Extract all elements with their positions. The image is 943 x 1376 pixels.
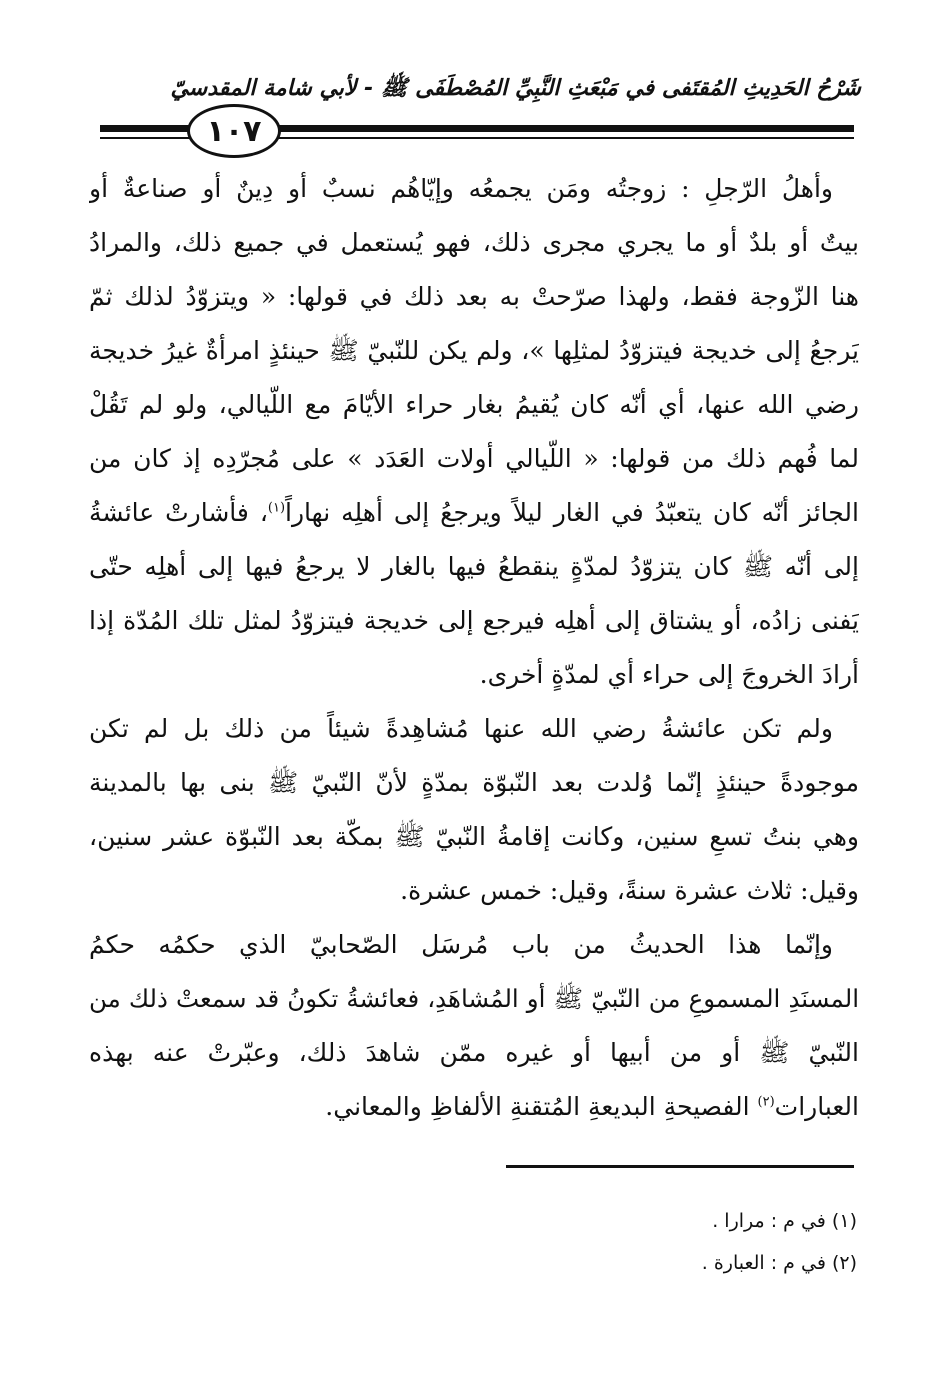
text-line: بيتٌ أو بلدٌ أو ما يجري مجرى ذلك، فهو يُستعمل في جميع ذلك، والمرادُ — [89, 228, 859, 257]
text-line: موجودةً حينئذٍ إنّما وُلدت بعد النّبوّة بمدّةٍ لأنّ النّبيّ ﷺ بنى بها بالمدينة — [89, 768, 859, 797]
text-segment: العبارات — [774, 1092, 859, 1121]
footnotes — [357, 1200, 857, 1284]
text-line: وقيل: ثلاث عشرة سنةً، وقيل: خمس عشرة. — [400, 876, 859, 905]
footnote-separator — [506, 1165, 854, 1168]
text-line: أرادَ الخروجَ إلى حراء أي لمدّةٍ أخرى. — [479, 660, 859, 689]
text-segment: الجائز أنّه كان يتعبّدُ في الغار ليلاً ويرجعُ إلى أهلِه نهاراً — [285, 498, 859, 527]
header-rule-thick-left — [100, 125, 192, 132]
text-line: ولم تكن عائشةُ رضي الله عنها مُشاهِدةً شيئاً من ذلك بل لم تكن — [89, 714, 833, 743]
text-line: لما فُهم ذلك من قولها: « اللّيالي أولات العَدَد » على مُجرّدِه إذ كان من — [89, 444, 859, 473]
footnote-2: (٢) في م : العبارة . — [701, 1252, 857, 1274]
text-line: وإنّما هذا الحديثُ من باب مُرسَل الصّحابيّ الذي حكمُه حكمُ — [89, 930, 833, 959]
text-line-with-footnote — [89, 486, 859, 540]
running-title: شَرْحُ الحَدِيثِ المُقتَفى في مَبْعَثِ النَّبِيِّ المُصْطَفَى ﷺ - لأبي شامة المقدسيّ — [170, 76, 861, 101]
footnote-1: (١) في م : مرارا . — [712, 1210, 857, 1232]
text-segment: الفصيحةِ البديعةِ المُتقنةِ الألفاظِ والمعاني. — [325, 1092, 750, 1121]
header-rule-thick-right — [278, 125, 854, 132]
footnote-ref-2[interactable]: (٢) — [757, 1094, 775, 1110]
main-text — [89, 162, 859, 1134]
text-line: يَفنى زادُه، أو يشتاق إلى أهلِه فيرجع إلى خديجة فيتزوّدُ لمثل تلك المُدّة إذا — [89, 606, 859, 635]
text-line: المسنَدِ المسموعِ من النّبيّ ﷺ أو المُشاهَدِ، فعائشةُ تكونُ قد سمعتْ ذلك من — [89, 984, 859, 1013]
text-line: يَرجعُ إلى خديجة فيتزوّدُ لمثلِها »، ولم يكن للنّبيّ ﷺ حينئذٍ امرأةٌ غيرُ خديجة — [89, 336, 859, 365]
footnote-ref-1[interactable]: (١) — [267, 500, 286, 516]
text-line: هنا الزّوجة فقط، ولهذا صرّحتْ به بعد ذلك في قولها: « ويتزوّدُ لذلك ثمّ — [89, 282, 859, 311]
text-segment: ، فأشارتْ عائشةُ — [89, 498, 268, 527]
text-line: إلى أنّه ﷺ كان يتزوّدُ لمدّةٍ ينقطعُ فيها بالغار لا يرجعُ فيها إلى أهلِه حتّى — [89, 552, 859, 581]
text-line: رضي الله عنها، أي أنّه كان يُقيمُ بغار حراء الأيّامَ مع اللّيالي، ولو لم تَقُلْ — [89, 390, 859, 419]
text-line: وهي بنتُ تسعِ سنين، وكانت إقامةُ النّبيّ ﷺ بمكّة بعد النّبوّة عشر سنين، — [89, 822, 859, 851]
page-number: ١٠٧ — [187, 104, 281, 158]
text-line-with-footnote — [89, 1080, 859, 1134]
header-rule-thin-left — [100, 137, 192, 139]
text-line: النّبيّ ﷺ أو من أبيها أو غيره ممّن شاهدَ ذلك، وعبّرتْ عنه بهذه — [89, 1038, 859, 1067]
text-line: وأهلُ الرّجلِ : زوجتُه ومَن يجمعُه وإيّاهُم نسبٌ أو دِينٌ أو صناعةٌ أو — [89, 174, 833, 203]
header-rule-thin-right — [278, 137, 854, 139]
